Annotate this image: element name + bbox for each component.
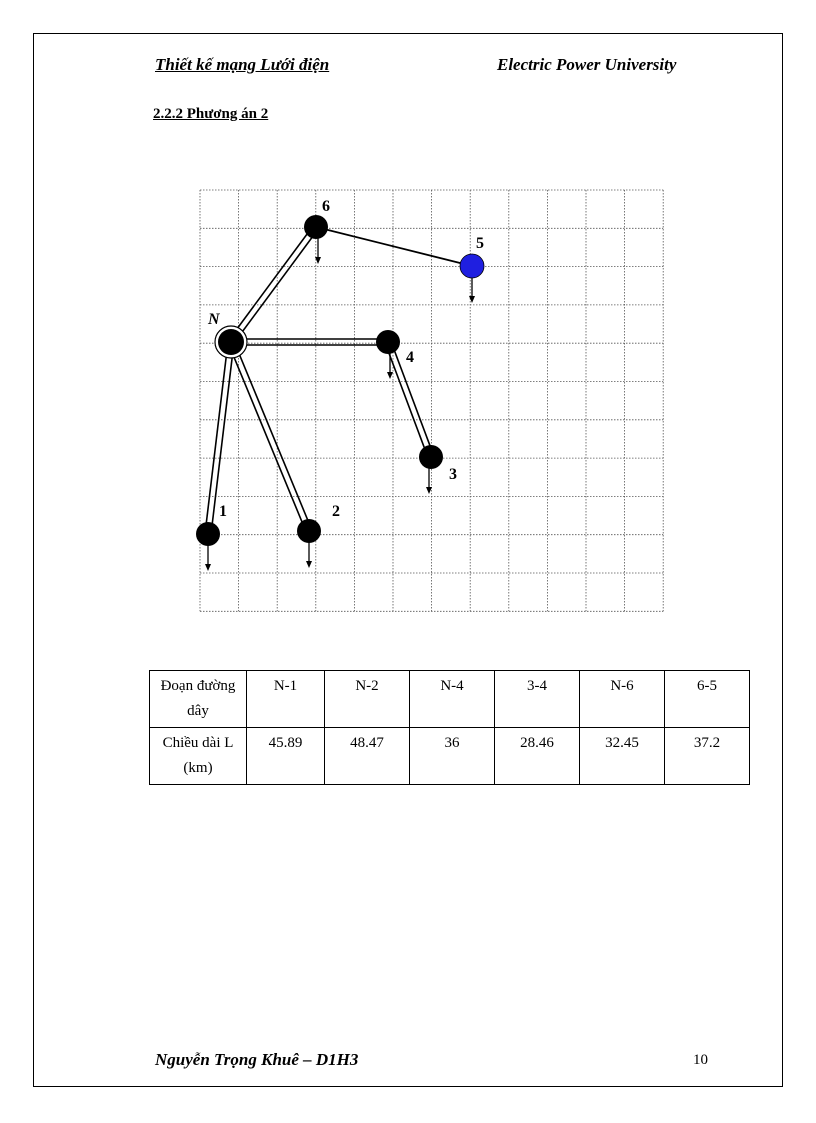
segment-cell: N-4 [410,671,495,728]
line-n-2-a [228,343,306,532]
load-arrow-3-head [426,487,432,494]
load-node-4 [376,330,400,354]
line-n-6-b [229,225,314,340]
line-n-6-a [233,229,318,344]
load-arrow-1-head [205,564,211,571]
label-node-5: 5 [476,235,484,252]
label-node-1: 1 [219,503,227,520]
segment-cell: N-1 [247,671,325,728]
line-length-table [149,670,750,785]
source-node-n [218,329,244,355]
label-node-3: 3 [449,466,457,483]
load-node-5 [460,254,484,278]
length-cell: 48.47 [325,728,410,785]
row-header-length: Chiều dài L (km) [150,728,247,785]
network-diagram [190,185,670,615]
line-n-2-b [234,341,312,530]
load-arrow-2-head [306,561,312,568]
line-6-5 [316,227,472,266]
segment-cell: 6-5 [665,671,750,728]
load-node-2 [297,519,321,543]
row-header-segment: Đoạn đường dây [150,671,247,728]
header-title: Thiết kế mạng Lưới điện [155,55,330,74]
load-arrow-4-head [387,372,393,379]
section-title: 2.2.2 Phương án 2 [153,106,269,122]
load-node-6 [304,215,328,239]
label-node-4: 4 [406,349,414,366]
length-cell: 28.46 [495,728,580,785]
header-university: Electric Power University [497,55,677,74]
length-cell: 32.45 [580,728,665,785]
segment-cell: 3-4 [495,671,580,728]
label-node-n: N [208,311,220,328]
length-cell: 36 [410,728,495,785]
page-number: 10 [693,1052,708,1068]
diagram-lines [205,225,475,571]
segment-cell: N-6 [580,671,665,728]
load-node-1 [196,522,220,546]
diagram-grid [200,190,663,611]
label-node-2: 2 [332,503,340,520]
segment-cell: N-2 [325,671,410,728]
load-node-3 [419,445,443,469]
table-row-lengths [150,728,750,785]
footer-author: Nguyễn Trọng Khuê – D1H3 [155,1050,359,1069]
length-cell: 45.89 [247,728,325,785]
length-cell: 37.2 [665,728,750,785]
table-row-segments [150,671,750,728]
label-node-6: 6 [322,198,330,215]
